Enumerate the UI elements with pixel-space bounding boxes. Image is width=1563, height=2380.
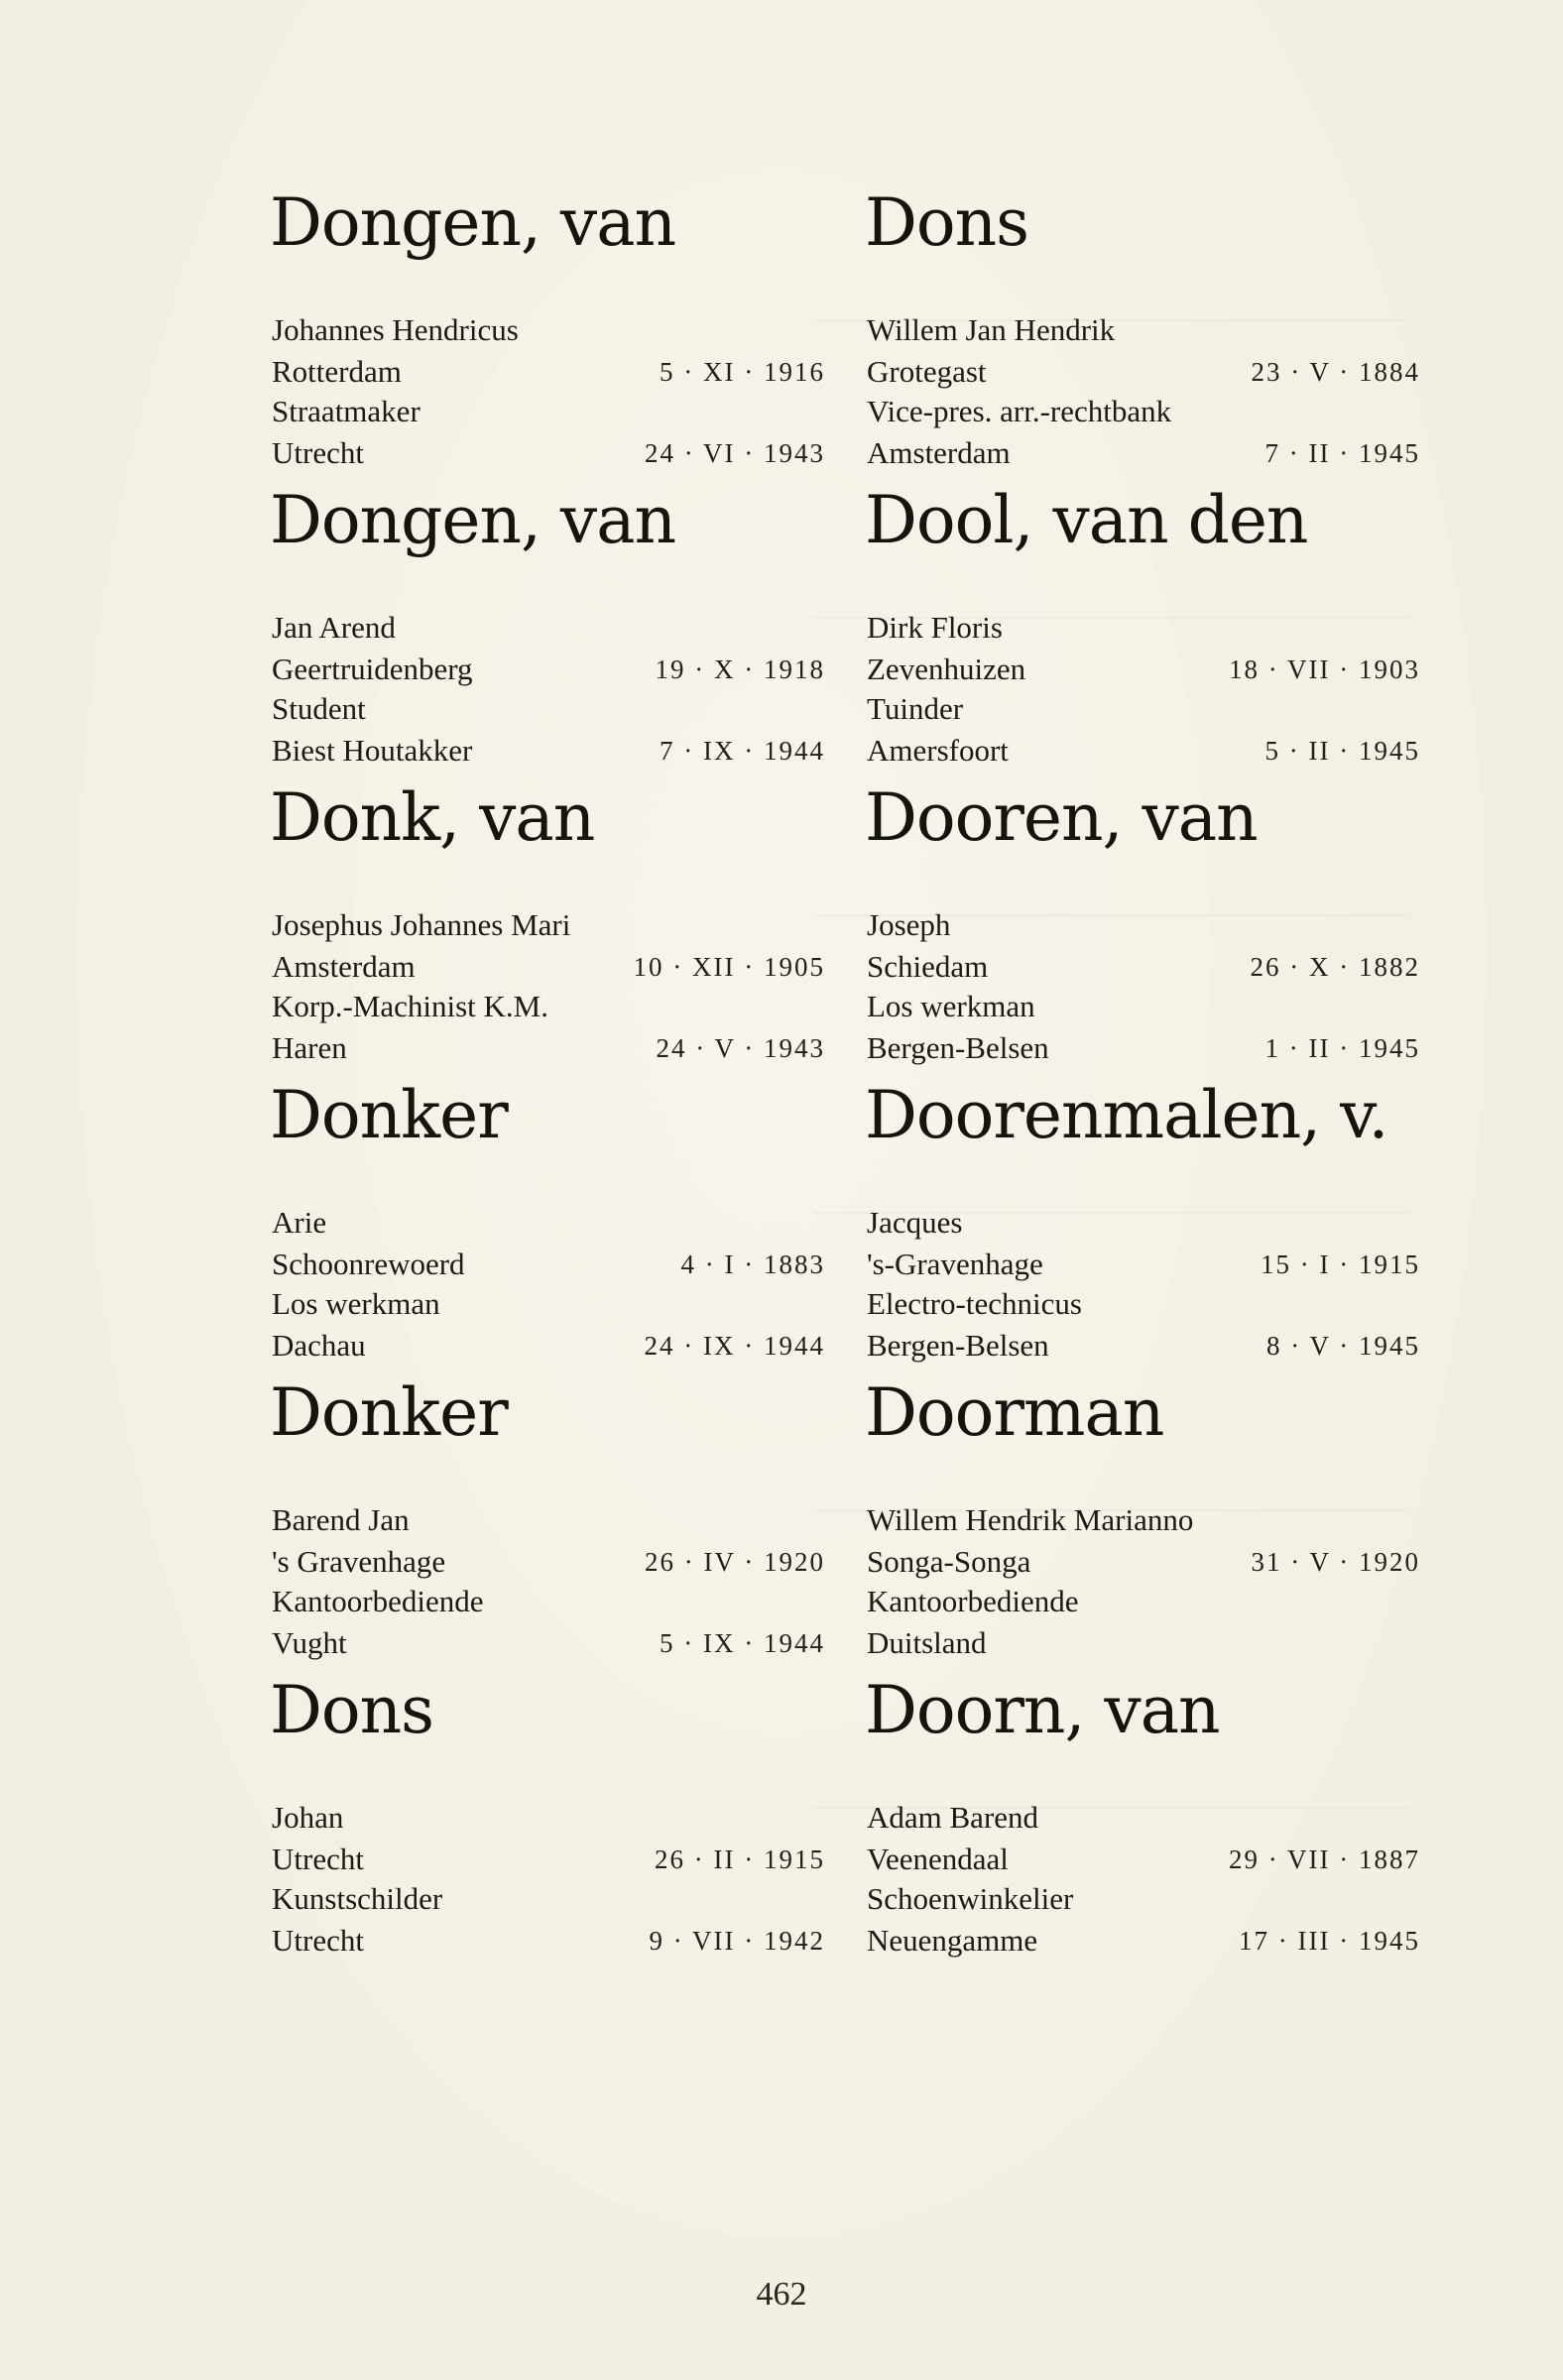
birth-place: Utrecht — [272, 1842, 364, 1876]
occupation: Schoenwinkelier — [867, 1881, 1074, 1916]
birth-line — [270, 1840, 825, 1879]
death-date: 7 · II · 1945 — [1264, 438, 1420, 468]
death-line — [865, 1028, 1420, 1068]
birth-line — [865, 947, 1420, 987]
birth-date: 19 · X · 1918 — [655, 654, 825, 684]
birth-place: Songa-Songa — [867, 1544, 1031, 1579]
death-line — [270, 1028, 825, 1068]
birth-date: 18 · VII · 1903 — [1229, 654, 1420, 684]
death-line — [865, 731, 1420, 771]
death-place: Amsterdam — [867, 435, 1011, 470]
birth-place: Schiedam — [867, 949, 989, 984]
birth-line — [865, 1245, 1420, 1284]
birth-line — [270, 650, 825, 689]
death-line — [270, 1921, 825, 1961]
birth-date: 26 · IV · 1920 — [645, 1547, 825, 1577]
occupation-line — [865, 1582, 1420, 1621]
birth-line — [270, 1542, 825, 1582]
birth-place: 's-Gravenhage — [867, 1247, 1043, 1281]
name-entry — [865, 481, 1420, 769]
birth-date: 26 · X · 1882 — [1250, 952, 1420, 982]
name-entry — [270, 1671, 825, 1959]
given-names: Arie — [272, 1205, 327, 1240]
given-names-line — [865, 1500, 1420, 1540]
death-date: 1 · II · 1945 — [1264, 1033, 1420, 1063]
birth-place: Amsterdam — [272, 949, 416, 984]
death-line — [865, 1326, 1420, 1366]
occupation: Kantoorbediende — [272, 1584, 484, 1618]
death-date: 17 · III · 1945 — [1239, 1926, 1420, 1956]
death-date: 24 · IX · 1944 — [644, 1331, 825, 1361]
death-date: 5 · II · 1945 — [1264, 736, 1420, 766]
death-date: 7 · IX · 1944 — [660, 736, 825, 766]
given-names: Willem Hendrik Marianno — [867, 1502, 1194, 1537]
occupation-line — [270, 1284, 825, 1324]
surname-heading: Dons — [270, 1672, 434, 1748]
death-place: Utrecht — [272, 435, 364, 470]
death-line — [270, 1623, 825, 1663]
death-line — [270, 1326, 825, 1366]
death-line — [270, 433, 825, 473]
given-names: Johan — [272, 1800, 344, 1835]
death-place: Neuengamme — [867, 1923, 1038, 1958]
death-place: Bergen-Belsen — [867, 1030, 1049, 1065]
surname-heading: Donker — [270, 1077, 508, 1153]
birth-date: 31 · V · 1920 — [1251, 1547, 1420, 1577]
occupation: Los werkman — [272, 1286, 440, 1321]
given-names: Joseph — [867, 907, 951, 942]
given-names: Willem Jan Hendrik — [867, 312, 1116, 347]
death-date: 24 · VI · 1943 — [645, 438, 825, 468]
birth-date: 4 · I · 1883 — [680, 1250, 825, 1279]
birth-line — [865, 1542, 1420, 1582]
given-names-line — [865, 905, 1420, 945]
name-entry — [270, 1076, 825, 1364]
death-line — [865, 433, 1420, 473]
given-names-line — [270, 608, 825, 648]
occupation: Los werkman — [867, 989, 1035, 1023]
occupation-line — [865, 392, 1420, 431]
occupation: Kantoorbediende — [867, 1584, 1079, 1618]
occupation: Straatmaker — [272, 394, 421, 428]
surname-heading: Donker — [270, 1374, 508, 1451]
death-place: Amersfoort — [867, 733, 1009, 768]
given-names-line — [865, 1798, 1420, 1838]
occupation: Electro-technicus — [867, 1286, 1082, 1321]
given-names-line — [865, 608, 1420, 648]
given-names-line — [270, 310, 825, 350]
given-names: Dirk Floris — [867, 610, 1003, 645]
given-names: Jan Arend — [272, 610, 396, 645]
birth-date: 5 · XI · 1916 — [660, 357, 825, 387]
birth-place: Schoonrewoerd — [272, 1247, 465, 1281]
occupation: Tuinder — [867, 691, 964, 726]
death-place: Vught — [272, 1625, 347, 1660]
name-entry — [270, 481, 825, 769]
given-names-line — [270, 1203, 825, 1243]
death-line — [865, 1921, 1420, 1961]
birth-place: Grotegast — [867, 354, 987, 389]
birth-date: 23 · V · 1884 — [1251, 357, 1420, 387]
death-place: Biest Houtakker — [272, 733, 473, 768]
death-place: Duitsland — [867, 1625, 987, 1660]
surname-heading: Donk, van — [270, 779, 595, 856]
death-date: 9 · VII · 1942 — [649, 1926, 825, 1956]
given-names-line — [270, 905, 825, 945]
birth-date: 15 · I · 1915 — [1261, 1250, 1420, 1279]
birth-place: Rotterdam — [272, 354, 402, 389]
given-names: Johannes Hendricus — [272, 312, 519, 347]
occupation-line — [865, 1284, 1420, 1324]
death-place: Bergen-Belsen — [867, 1328, 1049, 1363]
occupation-line — [270, 392, 825, 431]
death-line — [270, 731, 825, 771]
death-date: 24 · V · 1943 — [656, 1033, 825, 1063]
birth-line — [270, 352, 825, 392]
name-entry — [270, 183, 825, 471]
name-entry — [270, 1373, 825, 1661]
death-line — [865, 1623, 1420, 1663]
occupation: Student — [272, 691, 366, 726]
birth-place: 's Gravenhage — [272, 1544, 446, 1579]
given-names: Josephus Johannes Mari — [272, 907, 571, 942]
birth-line — [865, 1840, 1420, 1879]
occupation-line — [270, 987, 825, 1026]
surname-heading: Doorn, van — [865, 1672, 1220, 1748]
name-entry — [270, 778, 825, 1066]
given-names-line — [865, 310, 1420, 350]
name-entry — [865, 183, 1420, 471]
occupation-line — [270, 1582, 825, 1621]
birth-line — [865, 352, 1420, 392]
given-names-line — [270, 1500, 825, 1540]
given-names: Jacques — [867, 1205, 963, 1240]
given-names: Adam Barend — [867, 1800, 1039, 1835]
occupation-line — [865, 1879, 1420, 1919]
birth-line — [865, 650, 1420, 689]
name-entry — [865, 1076, 1420, 1364]
surname-heading: Dons — [865, 184, 1029, 261]
death-date: 5 · IX · 1944 — [660, 1628, 825, 1658]
birth-date: 26 · II · 1915 — [655, 1844, 825, 1874]
occupation-line — [865, 689, 1420, 729]
name-entry — [865, 1671, 1420, 1959]
birth-place: Veenendaal — [867, 1842, 1009, 1876]
birth-place: Zevenhuizen — [867, 652, 1026, 686]
occupation: Kunstschilder — [272, 1881, 443, 1916]
surname-heading: Doorenmalen, v. — [865, 1077, 1388, 1153]
death-place: Haren — [272, 1030, 347, 1065]
given-names-line — [865, 1203, 1420, 1243]
birth-date: 10 · XII · 1905 — [633, 952, 825, 982]
death-place: Dachau — [272, 1328, 366, 1363]
birth-date: 29 · VII · 1887 — [1229, 1844, 1420, 1874]
surname-heading: Dool, van den — [865, 482, 1308, 558]
occupation: Vice-pres. arr.-rechtbank — [867, 394, 1172, 428]
death-place: Utrecht — [272, 1923, 364, 1958]
given-names: Barend Jan — [272, 1502, 410, 1537]
surname-heading: Dooren, van — [865, 779, 1258, 856]
death-date: 8 · V · 1945 — [1265, 1331, 1420, 1361]
name-entry — [865, 1373, 1420, 1661]
occupation-line — [865, 987, 1420, 1026]
birth-place: Geertruidenberg — [272, 652, 473, 686]
surname-heading: Doorman — [865, 1374, 1164, 1451]
name-entry — [865, 778, 1420, 1066]
surname-heading: Dongen, van — [270, 184, 676, 261]
birth-line — [270, 1245, 825, 1284]
given-names-line — [270, 1798, 825, 1838]
page-number: 462 — [756, 2276, 807, 2313]
birth-line — [270, 947, 825, 987]
occupation-line — [270, 1879, 825, 1919]
occupation-line — [270, 689, 825, 729]
occupation: Korp.-Machinist K.M. — [272, 989, 548, 1023]
surname-heading: Dongen, van — [270, 482, 676, 558]
